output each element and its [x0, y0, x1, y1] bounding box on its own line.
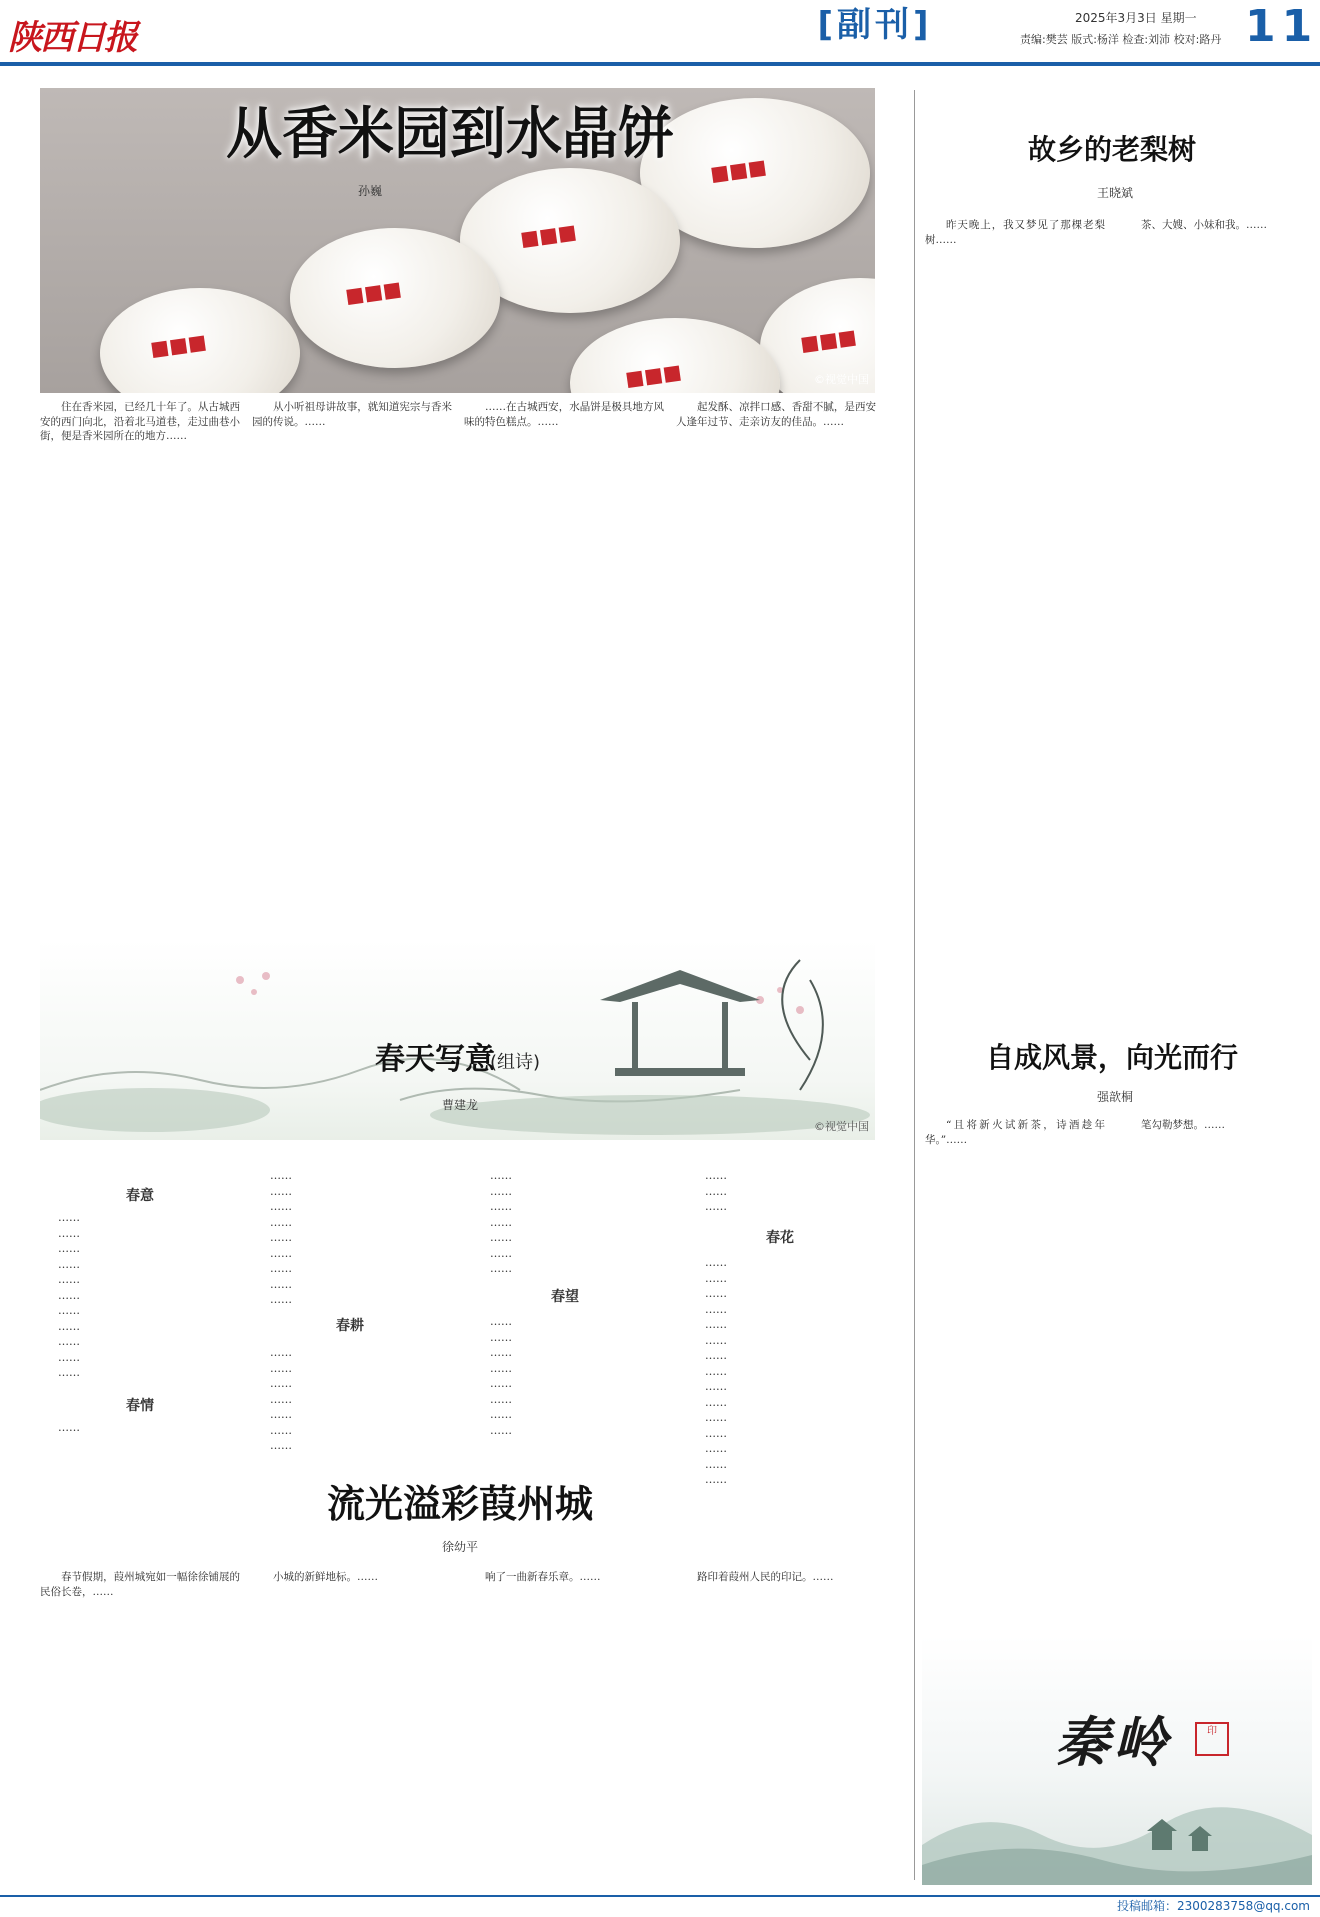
poem-title: 春意	[126, 1188, 154, 1204]
poem-line: ……	[705, 1442, 727, 1455]
poem-line: ……	[490, 1392, 512, 1406]
poem-line: ……	[58, 1350, 80, 1364]
article-byline: 孙巍	[357, 184, 382, 198]
newspaper-masthead: 陕西日报	[8, 18, 136, 58]
poem-body	[490, 1168, 670, 1277]
poem-line: ……	[705, 1302, 727, 1316]
page-number: 11	[1245, 1, 1319, 52]
poem-body	[58, 1420, 238, 1436]
poem-line: ……	[705, 1318, 727, 1331]
mooncake-image: ■■■	[290, 228, 500, 368]
section-tag: [副刊]	[817, 5, 933, 45]
article-body-column: ……在古城西安，水晶饼是极具地方风味的特色糕点。……	[464, 401, 664, 428]
poem-body	[705, 1255, 885, 1488]
poems-subtitle: (组诗)	[490, 1052, 541, 1073]
poem-line: ……	[490, 1231, 512, 1244]
poem-line: ……	[270, 1423, 292, 1437]
calligraphy-seal: 印	[1195, 1722, 1229, 1756]
article-title: 自成风景，向光而行	[985, 1041, 1238, 1074]
photo-credit: ©视觉中国	[814, 1120, 869, 1133]
poem-line: ……	[490, 1330, 512, 1344]
mooncake-image: ■■■	[100, 288, 300, 393]
poem-line: ……	[270, 1215, 292, 1229]
poem-line: ……	[490, 1315, 512, 1328]
poem-line: ……	[490, 1377, 512, 1390]
poem-line: ……	[270, 1361, 292, 1375]
article-body-column: 从小听祖母讲故事，就知道宪宗与香米园的传说。……	[252, 401, 452, 428]
poem-body	[490, 1314, 670, 1438]
article-body-column: 茶、大嫂、小妹和我。……	[1141, 219, 1267, 231]
poem-body	[270, 1168, 450, 1308]
poem-line: ……	[58, 1211, 80, 1224]
poem-line: ……	[270, 1184, 292, 1198]
poem-body	[270, 1345, 450, 1454]
poem-title: 春望	[551, 1289, 579, 1305]
mooncake-image: ■■■	[460, 168, 680, 313]
article-body-column: 春节假期，葭州城宛如一幅徐徐铺展的民俗长卷，……	[40, 1571, 240, 1598]
poem-line: ……	[58, 1273, 80, 1286]
poem-line: ……	[490, 1361, 512, 1375]
poem-line: ……	[705, 1411, 727, 1424]
article-body-column: 小城的新鲜地标。……	[273, 1571, 378, 1583]
poem-line: ……	[58, 1304, 80, 1317]
poem-line: ……	[270, 1439, 292, 1452]
poem-line: ……	[58, 1366, 80, 1379]
column-divider	[914, 90, 915, 1880]
article-title: 从香米园到水晶饼	[226, 102, 674, 167]
poem-line: ……	[270, 1262, 292, 1275]
article-byline: 王晓斌	[1096, 186, 1133, 200]
poem-line: ……	[490, 1169, 512, 1182]
poem-line: ……	[705, 1184, 727, 1198]
poem-line: ……	[705, 1473, 727, 1486]
poem-line: ……	[270, 1293, 292, 1306]
photo-credit: ©视觉中国	[814, 373, 869, 386]
article-byline: 徐幼平	[441, 1540, 478, 1554]
poem-body	[58, 1210, 238, 1381]
poem-line: ……	[490, 1246, 512, 1260]
poem-line: ……	[490, 1215, 512, 1229]
poem-line: ……	[58, 1226, 80, 1240]
calligraphy-artwork: 秦岭	[1055, 1710, 1171, 1774]
poem-title: 春情	[126, 1398, 154, 1414]
mooncake-image: ■■■	[760, 278, 875, 393]
poem-line: ……	[58, 1242, 80, 1255]
poem-line: ……	[58, 1319, 80, 1333]
article-body-column: 昨天晚上，我又梦见了那棵老梨树……	[925, 219, 1105, 246]
mooncake-image: ■■■	[570, 318, 780, 393]
article-title: 流光溢彩葭州城	[326, 1482, 593, 1526]
poem-line: ……	[705, 1169, 727, 1182]
article-body-column: 响了一曲新春乐章。……	[485, 1571, 601, 1583]
poem-line: ……	[270, 1346, 292, 1359]
poem-line: ……	[705, 1256, 727, 1269]
poem-line: ……	[705, 1395, 727, 1409]
poem-line: ……	[705, 1426, 727, 1440]
poem-line: ……	[270, 1277, 292, 1291]
article-body-column: 路印着葭州人民的印记。……	[697, 1571, 834, 1583]
article-body-column: 起发酥、凉拌口感、香甜不腻，是西安人逢年过节、走亲访友的佳品。……	[676, 401, 876, 428]
poem-line: ……	[705, 1380, 727, 1393]
article-body-column: 住在香米园，已经几十年了。从古城西安的西门向北，沿着北马道巷，走过曲巷小街，便是香米园所在的地方……	[40, 401, 240, 443]
article-byline: 强歆桐	[1096, 1090, 1133, 1104]
poem-line: ……	[705, 1287, 727, 1300]
poem-line: ……	[490, 1262, 512, 1275]
poem-line: ……	[705, 1364, 727, 1378]
article-title: 故乡的老梨树	[1027, 133, 1196, 166]
poem-body	[705, 1168, 885, 1215]
poem-line: ……	[705, 1349, 727, 1362]
poem-line: ……	[490, 1423, 512, 1437]
poem-line: ……	[490, 1408, 512, 1421]
poem-line: ……	[58, 1421, 80, 1434]
poem-line: ……	[490, 1184, 512, 1198]
poem-line: ……	[270, 1377, 292, 1390]
poem-line: ……	[270, 1408, 292, 1421]
poem-line: ……	[270, 1246, 292, 1260]
header-rule	[0, 62, 1320, 66]
mooncake-image: ■■■	[640, 98, 870, 248]
poem-line: ……	[270, 1392, 292, 1406]
poem-line: ……	[490, 1200, 512, 1213]
poem-line: ……	[58, 1257, 80, 1271]
poem-title: 春花	[766, 1230, 794, 1246]
poem-line: ……	[58, 1335, 80, 1348]
poem-line: ……	[705, 1457, 727, 1471]
poem-line: ……	[705, 1271, 727, 1285]
poem-title: 春耕	[336, 1318, 364, 1334]
article-body-column: “且将新火试新茶，诗酒趁年华。”……	[925, 1119, 1105, 1146]
poem-line: ……	[490, 1346, 512, 1359]
poem-line: ……	[270, 1169, 292, 1182]
poem-line: ……	[270, 1231, 292, 1244]
poems-title: 春天写意	[375, 1042, 495, 1077]
poem-line: ……	[270, 1200, 292, 1213]
poem-line: ……	[705, 1200, 727, 1213]
poem-line: ……	[705, 1333, 727, 1347]
date-line: 2025年3月3日 星期一	[1075, 11, 1197, 25]
poems-byline: 曹建龙	[441, 1098, 478, 1112]
submission-email: 投稿邮箱：2300283758@qq.com	[1116, 1899, 1310, 1913]
editors-line: 责编:樊芸 版式:杨洋 检查:刘沛 校对:路丹	[1020, 33, 1222, 46]
article-body-column: 笔勾勒梦想。……	[1141, 1119, 1225, 1131]
poem-line: ……	[58, 1288, 80, 1302]
